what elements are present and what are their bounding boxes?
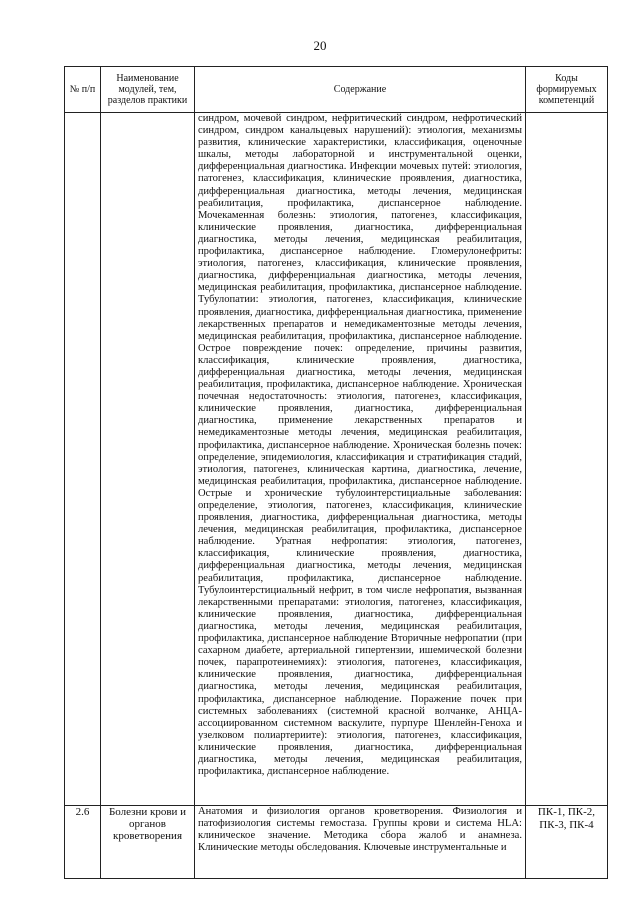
header-codes: Коды формируемых компетенций	[526, 67, 608, 113]
curriculum-table	[64, 66, 608, 879]
header-number: № п/п	[65, 67, 101, 113]
row-codes	[526, 113, 608, 806]
page-number: 20	[313, 38, 327, 53]
table-header-row	[65, 67, 608, 113]
row-content: Анатомия и физиология органов кроветворения. Физиология и патофизиология системы гемостаза. Группы крови и система HLA: клиническое значение. Методика сбора жалоб и анамнеза. Клинические методы обследования. Ключевые инструментальные и	[195, 806, 526, 879]
header-content: Содержание	[195, 67, 526, 113]
table-row	[65, 806, 608, 879]
row-module	[101, 113, 195, 806]
row-number: 2.6	[65, 806, 101, 879]
row-codes: ПК-1, ПК-2, ПК-3, ПК-4	[526, 806, 608, 879]
row-number	[65, 113, 101, 806]
header-module: Наименование модулей, тем, разделов практики	[101, 67, 195, 113]
table-row	[65, 113, 608, 806]
row-content: синдром, мочевой синдром, нефритический синдром, нефротический синдром, синдром канальцевых нарушений): этиология, механизмы развития, клинические характеристики, классификация, оценочные шкалы, методы лабораторной и инструментальной оценки, дифференциальная диагностика. Инфекции мочевых путей: этиология, патогенез, классификация, клинические проявления, диагностика, дифференциальная диагностика, методы лечения, медицинская реабилитация, профилактика, диспансерное наблюдение. Мочекаменная болезнь: этиология, патогенез, классификация, клинические проявления, диагностика, дифференциальная диагностика, методы лечения, медицинская реабилитация, профилактика, диспансерное наблюдение. Гломерулонефриты: этиология, патогенез, классификация, клинические проявления, диагностика, дифференциальная диагностика, методы лечения, медицинская реабилитация, профилактика, диспансерное наблюдение. Тубулопатии: этиология, патогенез, классификация, клинические проявления, диагностика, дифференциальная диагностика, применение лекарственных препаратов и немедикаментозные методы лечения, медицинская реабилитация, профилактика, диспансерное наблюдение. Острое повреждение почек: определение, причины развития, классификация, клинические проявления, диагностика, дифференциальная диагностика, методы лечения, медицинская реабилитация, профилактика, диспансерное наблюдение. Хроническая почечная недостаточность: этиология, патогенез, классификация, клинические проявления, диагностика, дифференциальная диагностика, применение лекарственных препаратов и немедикаментозные методы лечения, медицинская реабилитация, профилактика, диспансерное наблюдение. Хроническая болезнь почек: определение, эпидемиология, классификация и стратификация стадий, этиология, патогенез, клиническая картина, диагностика, лечение, медицинская реабилитация, профилактика, диспансерное наблюдение. Острые и хронические тубулоинтерстициальные заболевания: определение, этиология, патогенез, классификация, клинические проявления, диагностика, дифференциальная диагностика, методы лечения, медицинская реабилитация, профилактика, диспансерное наблюдение. Уратная нефропатия: этиология, патогенез, классификация, клинические проявления, диагностика, дифференциальная диагностика, методы лечения, медицинская реабилитация, профилактика, диспансерное наблюдение. Тубулоинтерстициальный нефрит, в том числе нефропатия, вызванная лекарственными препаратами: этиология, патогенез, классификация, клинические проявления, диагностика, дифференциальная диагностика, методы лечения, медицинская реабилитация, профилактика, диспансерное наблюдение Вторичные нефропатии (при сахарном диабете, артериальной гипертензии, ишемической болезни почек, парапротеинемиях): этиология, патогенез, классификация, клинические проявления, диагностика, дифференциальная диагностика, методы лечения, медицинская реабилитация, профилактика, диспансерное наблюдение. Поражение почек при системных заболеваниях (системной красной волчанке, АНЦА-ассоциированном системном васкулите, пурпуре Шенлейн-Геноха и узелковом полиартериите): этиология, патогенез, классификация, клинические проявления, диагностика, дифференциальная диагностика, методы лечения, медицинская реабилитация, профилактика, диспансерное наблюдение.	[195, 113, 526, 806]
row-module: Болезни крови и органов кроветворения	[101, 806, 195, 879]
